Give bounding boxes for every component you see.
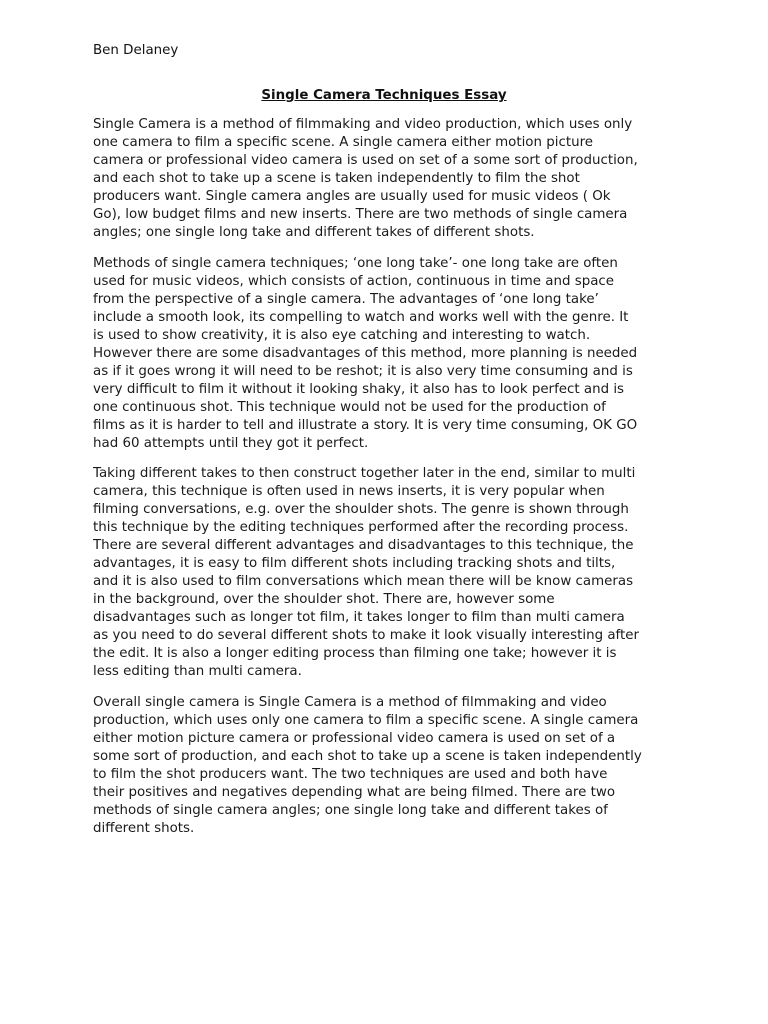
text-line: and it is also used to film conversations which mean there will be know cameras xyxy=(93,574,634,589)
paragraph-conclusion xyxy=(93,694,678,838)
text-line: Methods of single camera techniques; ‘one long take’- one long take are often xyxy=(93,255,618,271)
paragraph-intro xyxy=(93,116,678,242)
text-line: one camera to film a specific scene. A single camera either motion picture xyxy=(93,135,594,150)
paragraph-different-takes xyxy=(93,465,678,681)
text-line: include a smooth look, its compelling to watch and works well with the genre. It xyxy=(93,309,629,325)
text-line: their positives and negatives depending what are being filmed. There are two xyxy=(93,784,616,800)
text-line: this technique by the editing techniques performed after the recording process. xyxy=(93,520,629,535)
text-line: is used to show creativity, it is also eye catching and interesting to watch. xyxy=(93,327,591,343)
text-line: as if it goes wrong it will need to be reshot; it is also very time consuming and is xyxy=(93,363,633,379)
text-line: to film the shot producers want. The two techniques are used and both have xyxy=(93,766,608,782)
text-line: either motion picture camera or professional video camera is used on set of a xyxy=(93,730,616,746)
essay-title: Single Camera Techniques Essay xyxy=(261,88,507,103)
text-line: different shots. xyxy=(93,820,195,836)
text-line: Go), low budget films and new inserts. There are two methods of single camera xyxy=(93,207,628,222)
text-line: in the background, over the shoulder shot. There are, however some xyxy=(93,592,555,607)
text-line: Overall single camera is Single Camera is a method of filmmaking and video xyxy=(93,694,607,710)
text-line: as you need to do several different shots to make it look visually interesting after xyxy=(93,628,640,643)
text-line: from the perspective of a single camera. The advantages of ‘one long take’ xyxy=(93,291,599,307)
text-line: one continuous shot. This technique would not be used for the production of xyxy=(93,399,606,415)
text-line: methods of single camera angles; one single long take and different takes of xyxy=(93,802,608,818)
text-line: advantages, it is easy to film different shots including tracking shots and tilts, xyxy=(93,556,616,571)
text-line: disadvantages such as longer tot film, it takes longer to film than multi camera xyxy=(93,610,625,625)
text-line: some sort of production, and each shot to take up a scene is taken independently xyxy=(93,748,642,764)
text-line: angles; one single long take and different takes of different shots. xyxy=(93,225,535,240)
text-line: and each shot to take up a scene is taken independently to film the shot xyxy=(93,171,580,186)
text-line: camera, this technique is often used in news inserts, it is very popular when xyxy=(93,484,605,499)
text-line: However there are some disadvantages of this method, more planning is needed xyxy=(93,345,638,361)
text-line: There are several different advantages and disadvantages to this technique, the xyxy=(93,538,634,553)
text-line: very difficult to film it without it looking shaky, it also has to look perfect and is xyxy=(93,381,625,397)
text-line: films as it is harder to tell and illustrate a story. It is very time consuming, OK GO xyxy=(93,417,638,433)
essay-body xyxy=(93,116,678,850)
text-line: camera or professional video camera is used on set of a some sort of production, xyxy=(93,153,638,168)
text-line: Single Camera is a method of filmmaking and video production, which uses only xyxy=(93,117,633,132)
text-line: the edit. It is also a longer editing process than filming one take; however it is xyxy=(93,646,617,661)
text-line: production, which uses only one camera to film a specific scene. A single camera xyxy=(93,712,639,728)
author-name: Ben Delaney xyxy=(93,43,179,58)
text-line: filming conversations, e.g. over the shoulder shots. The genre is shown through xyxy=(93,502,629,517)
paragraph-one-long-take xyxy=(93,255,678,453)
text-line: had 60 attempts until they got it perfect. xyxy=(93,435,369,451)
text-line: Taking different takes to then construct together later in the end, similar to multi xyxy=(93,466,636,481)
text-line: used for music videos, which consists of action, continuous in time and space xyxy=(93,273,614,289)
text-line: producers want. Single camera angles are usually used for music videos ( Ok xyxy=(93,189,611,204)
text-line: less editing than multi camera. xyxy=(93,664,302,679)
